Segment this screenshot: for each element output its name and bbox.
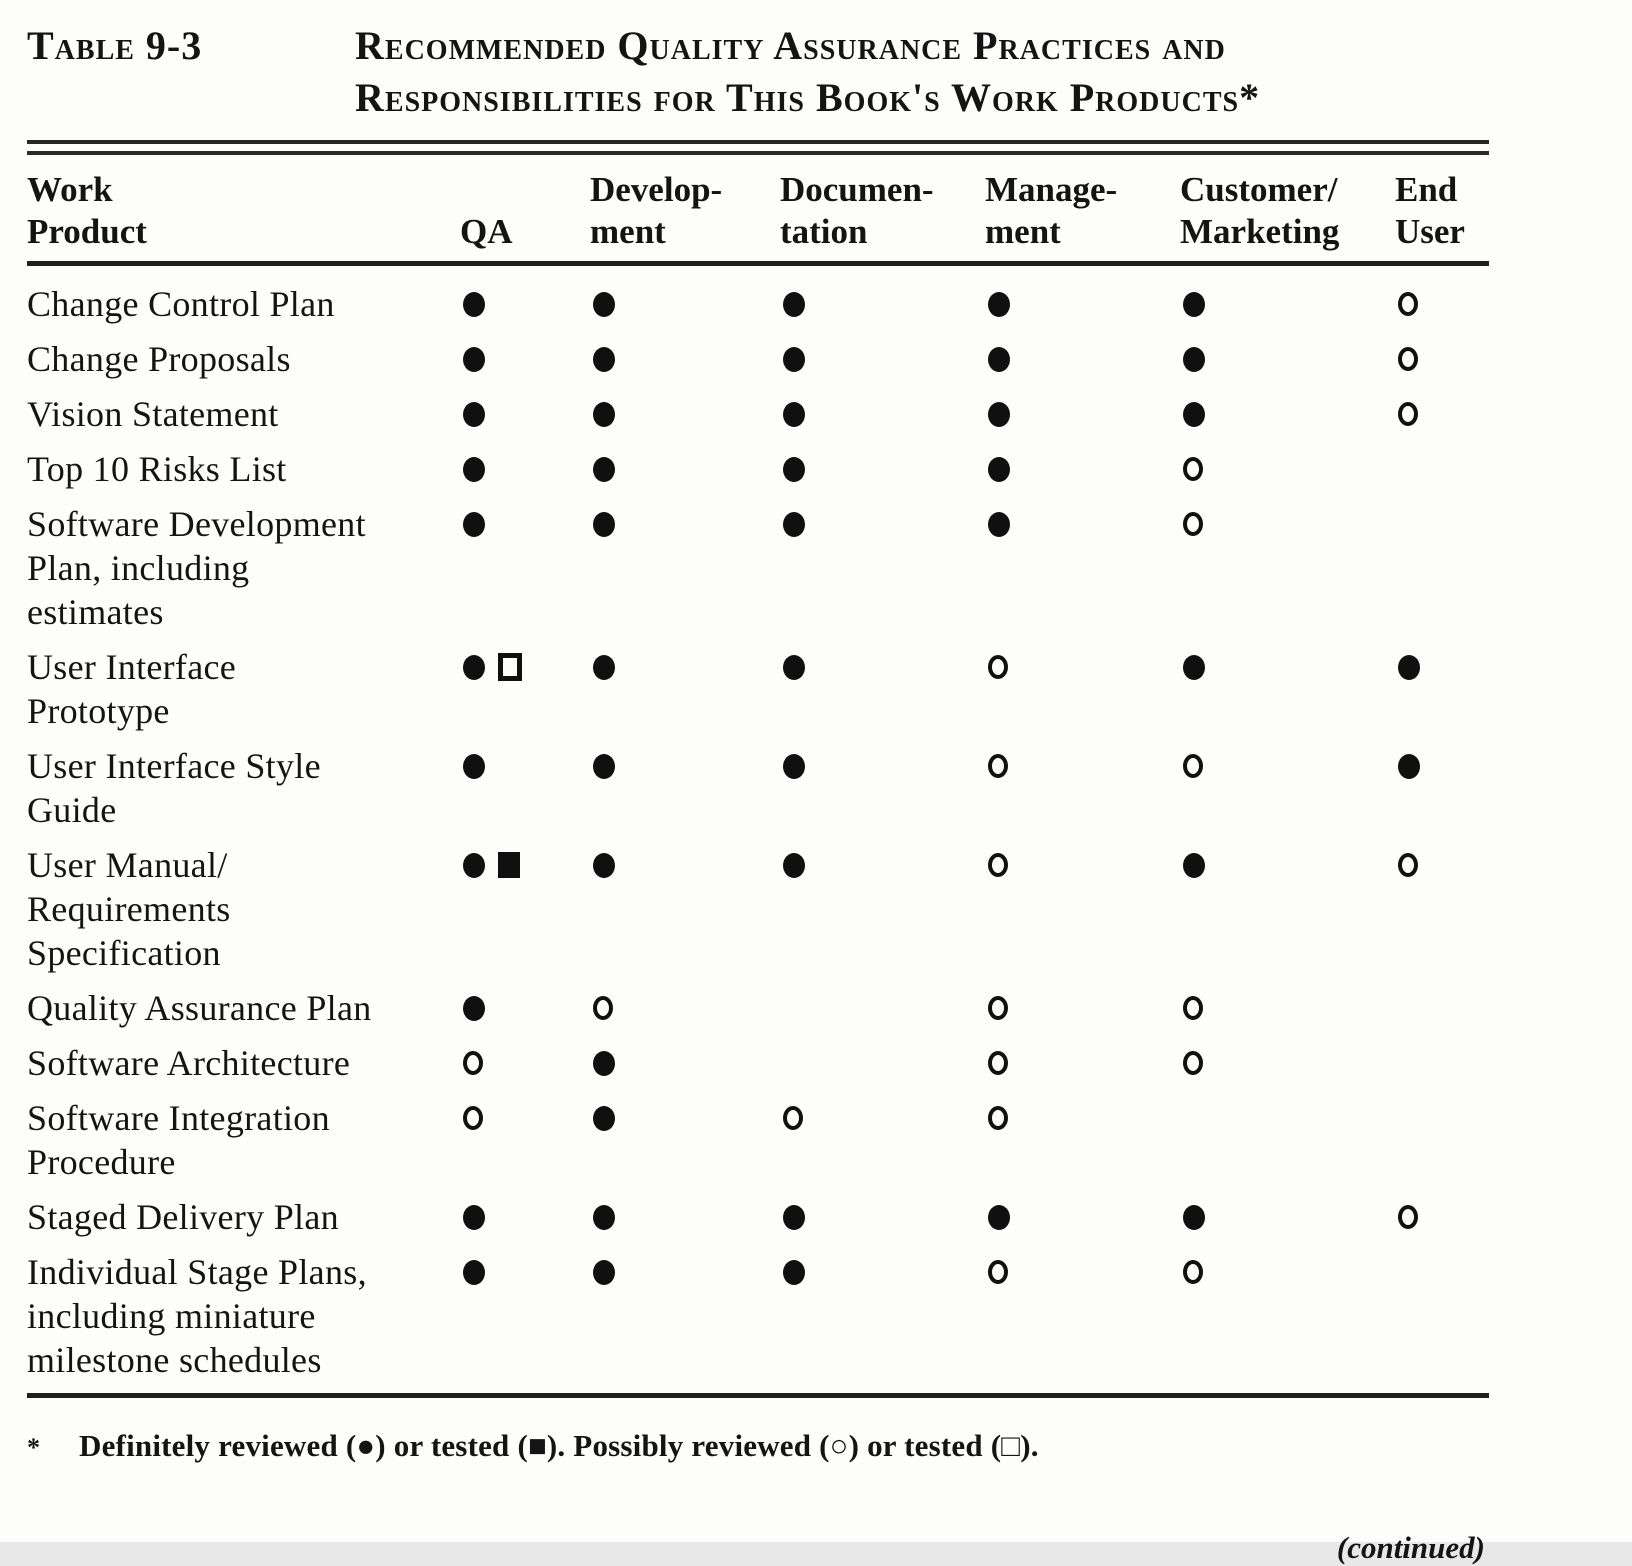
end-user-cell xyxy=(1385,645,1489,689)
end-user-cell xyxy=(1385,1195,1489,1239)
filled-circle-icon xyxy=(1183,1205,1205,1230)
open-circle-icon xyxy=(1398,402,1418,426)
open-circle-icon xyxy=(988,996,1008,1020)
work-product-cell xyxy=(27,1041,450,1085)
column-header-line: Manage- xyxy=(985,170,1118,209)
management-cell xyxy=(975,1041,1170,1085)
table-row xyxy=(27,282,1489,326)
work-product-label: Specification xyxy=(27,933,221,973)
documentation-cell xyxy=(770,1250,975,1294)
table-row xyxy=(27,744,1489,832)
filled-circle-icon xyxy=(988,347,1010,372)
column-header-work-product xyxy=(27,169,450,253)
filled-circle-icon xyxy=(988,457,1010,482)
customer-marketing-cell xyxy=(1170,447,1385,491)
filled-circle-icon xyxy=(1183,292,1205,317)
column-header-documentation xyxy=(770,169,975,253)
customer-marketing-cell xyxy=(1170,282,1385,326)
documentation-cell xyxy=(770,1041,975,1085)
filled-circle-icon xyxy=(463,754,485,779)
development-cell xyxy=(580,1041,770,1085)
top-double-rule xyxy=(27,140,1489,155)
development-cell xyxy=(580,1250,770,1294)
work-product-label: Vision Statement xyxy=(27,394,279,434)
filled-circle-icon xyxy=(463,655,485,680)
open-circle-icon xyxy=(783,1106,803,1130)
management-cell xyxy=(975,392,1170,436)
table-row xyxy=(27,337,1489,381)
filled-circle-icon xyxy=(783,347,805,372)
column-header-line: ment xyxy=(985,212,1061,251)
open-circle-icon xyxy=(1183,457,1203,481)
footnote xyxy=(27,1426,1489,1468)
management-cell xyxy=(975,1250,1170,1294)
filled-circle-icon xyxy=(783,754,805,779)
qa-cell xyxy=(450,337,580,381)
filled-circle-icon xyxy=(593,402,615,427)
end-user-cell xyxy=(1385,1041,1489,1085)
open-circle-icon xyxy=(1183,754,1203,778)
qa-cell xyxy=(450,282,580,326)
work-product-label: User Interface Style xyxy=(27,746,321,786)
work-product-label: Software Integration xyxy=(27,1098,330,1138)
end-user-cell xyxy=(1385,337,1489,381)
work-product-label: Plan, including xyxy=(27,548,250,588)
work-product-cell xyxy=(27,843,450,975)
customer-marketing-cell xyxy=(1170,502,1385,546)
column-header-line: QA xyxy=(460,212,513,251)
development-cell xyxy=(580,843,770,887)
filled-circle-icon xyxy=(463,457,485,482)
open-circle-icon xyxy=(463,1051,483,1075)
column-header-line: Work xyxy=(27,170,113,209)
column-header-line: End xyxy=(1395,170,1458,209)
customer-marketing-cell xyxy=(1170,1041,1385,1085)
work-product-label: estimates xyxy=(27,592,164,632)
management-cell xyxy=(975,447,1170,491)
documentation-cell xyxy=(770,502,975,546)
end-user-cell xyxy=(1385,502,1489,546)
open-circle-icon xyxy=(988,1106,1008,1130)
end-user-cell xyxy=(1385,744,1489,788)
table-body xyxy=(27,282,1489,1382)
filled-circle-icon xyxy=(783,402,805,427)
customer-marketing-cell xyxy=(1170,843,1385,887)
title-block xyxy=(27,20,1489,124)
management-cell xyxy=(975,337,1170,381)
filled-circle-icon xyxy=(593,512,615,537)
work-product-label: User Interface xyxy=(27,647,237,687)
work-product-label: Individual Stage Plans, xyxy=(27,1252,367,1292)
table-row xyxy=(27,502,1489,634)
end-user-cell xyxy=(1385,1096,1489,1140)
filled-circle-icon xyxy=(783,1205,805,1230)
table-title-line-2: Responsibilities for This Book's Work Products* xyxy=(355,75,1261,120)
open-circle-icon xyxy=(463,1106,483,1130)
column-header-line: Marketing xyxy=(1180,212,1340,251)
table-row xyxy=(27,645,1489,733)
development-cell xyxy=(580,986,770,1030)
development-cell xyxy=(580,1096,770,1140)
filled-circle-icon xyxy=(463,512,485,537)
customer-marketing-cell xyxy=(1170,1096,1385,1140)
table-row xyxy=(27,392,1489,436)
filled-circle-icon xyxy=(463,347,485,372)
qa-cell xyxy=(450,986,580,1030)
filled-circle-icon xyxy=(1398,655,1420,680)
work-product-label: Staged Delivery Plan xyxy=(27,1197,339,1237)
end-user-cell xyxy=(1385,447,1489,491)
filled-square-icon xyxy=(498,852,520,878)
documentation-cell xyxy=(770,392,975,436)
filled-circle-icon xyxy=(463,292,485,317)
qa-cell xyxy=(450,843,580,887)
filled-circle-icon xyxy=(463,1260,485,1285)
filled-circle-icon xyxy=(783,457,805,482)
column-header-line: Customer/ xyxy=(1180,170,1338,209)
column-header-management xyxy=(975,169,1170,253)
development-cell xyxy=(580,502,770,546)
management-cell xyxy=(975,502,1170,546)
table-header-row xyxy=(27,155,1489,261)
open-circle-icon xyxy=(593,996,613,1020)
filled-circle-icon xyxy=(463,1205,485,1230)
filled-circle-icon xyxy=(1183,655,1205,680)
development-cell xyxy=(580,645,770,689)
bottom-rule xyxy=(27,1393,1489,1398)
table-title-line-1: Recommended Quality Assurance Practices and xyxy=(355,23,1226,68)
work-product-label: User Manual/ xyxy=(27,845,228,885)
table-sheet xyxy=(27,20,1489,1566)
open-square-icon xyxy=(498,653,522,681)
end-user-cell xyxy=(1385,986,1489,1030)
work-product-label: including miniature xyxy=(27,1296,316,1336)
qa-cell xyxy=(450,744,580,788)
column-header-line: ment xyxy=(590,212,666,251)
table-row xyxy=(27,447,1489,491)
qa-cell xyxy=(450,645,580,689)
filled-circle-icon xyxy=(593,1051,615,1076)
column-header-development xyxy=(580,169,770,253)
work-product-label: Procedure xyxy=(27,1142,176,1182)
table-row xyxy=(27,1250,1489,1382)
customer-marketing-cell xyxy=(1170,1250,1385,1294)
work-product-cell xyxy=(27,1096,450,1184)
filled-circle-icon xyxy=(593,292,615,317)
filled-circle-icon xyxy=(463,996,485,1021)
header-rule xyxy=(27,261,1489,266)
footnote-asterisk: * xyxy=(27,1433,40,1462)
table-row xyxy=(27,1096,1489,1184)
filled-circle-icon xyxy=(593,1205,615,1230)
open-circle-icon xyxy=(1183,1260,1203,1284)
open-circle-icon xyxy=(1183,1051,1203,1075)
open-circle-icon xyxy=(1398,292,1418,316)
column-header-line: Develop- xyxy=(590,170,723,209)
management-cell xyxy=(975,986,1170,1030)
customer-marketing-cell xyxy=(1170,337,1385,381)
qa-cell xyxy=(450,502,580,546)
documentation-cell xyxy=(770,744,975,788)
footnote-text: Definitely reviewed (●) or tested (■). Possibly reviewed (○) or tested (□). xyxy=(79,1428,1039,1463)
table-row xyxy=(27,843,1489,975)
development-cell xyxy=(580,447,770,491)
qa-cell xyxy=(450,392,580,436)
filled-circle-icon xyxy=(463,402,485,427)
work-product-cell xyxy=(27,986,450,1030)
filled-circle-icon xyxy=(593,347,615,372)
filled-circle-icon xyxy=(988,1205,1010,1230)
open-circle-icon xyxy=(1183,512,1203,536)
open-circle-icon xyxy=(988,754,1008,778)
development-cell xyxy=(580,1195,770,1239)
work-product-label: Change Proposals xyxy=(27,339,291,379)
work-product-cell xyxy=(27,447,450,491)
work-product-label: Change Control Plan xyxy=(27,284,335,324)
filled-circle-icon xyxy=(988,512,1010,537)
filled-circle-icon xyxy=(783,512,805,537)
management-cell xyxy=(975,1096,1170,1140)
development-cell xyxy=(580,282,770,326)
management-cell xyxy=(975,1195,1170,1239)
work-product-cell xyxy=(27,502,450,634)
work-product-cell xyxy=(27,1250,450,1382)
open-circle-icon xyxy=(1398,347,1418,371)
documentation-cell xyxy=(770,337,975,381)
documentation-cell xyxy=(770,282,975,326)
end-user-cell xyxy=(1385,282,1489,326)
open-circle-icon xyxy=(988,853,1008,877)
work-product-cell xyxy=(27,744,450,832)
filled-circle-icon xyxy=(1398,754,1420,779)
management-cell xyxy=(975,282,1170,326)
customer-marketing-cell xyxy=(1170,1195,1385,1239)
documentation-cell xyxy=(770,645,975,689)
work-product-label: Software Development xyxy=(27,504,366,544)
work-product-label: Prototype xyxy=(27,691,170,731)
work-product-label: Software Architecture xyxy=(27,1043,351,1083)
development-cell xyxy=(580,392,770,436)
table-row xyxy=(27,1041,1489,1085)
filled-circle-icon xyxy=(1183,853,1205,878)
qa-cell xyxy=(450,1096,580,1140)
filled-circle-icon xyxy=(783,1260,805,1285)
filled-circle-icon xyxy=(593,457,615,482)
development-cell xyxy=(580,744,770,788)
filled-circle-icon xyxy=(593,754,615,779)
work-product-label: Guide xyxy=(27,790,117,830)
work-product-cell xyxy=(27,282,450,326)
qa-cell xyxy=(450,1041,580,1085)
filled-circle-icon xyxy=(1183,402,1205,427)
work-product-label: Quality Assurance Plan xyxy=(27,988,372,1028)
table-title xyxy=(355,20,1260,124)
filled-circle-icon xyxy=(783,655,805,680)
column-header-customer-marketing xyxy=(1170,169,1385,253)
work-product-cell xyxy=(27,337,450,381)
column-header-end-user xyxy=(1385,169,1489,253)
filled-circle-icon xyxy=(988,402,1010,427)
work-product-cell xyxy=(27,1195,450,1239)
open-circle-icon xyxy=(1183,996,1203,1020)
management-cell xyxy=(975,645,1170,689)
qa-cell xyxy=(450,1250,580,1294)
work-product-cell xyxy=(27,392,450,436)
documentation-cell xyxy=(770,1195,975,1239)
end-user-cell xyxy=(1385,1250,1489,1294)
management-cell xyxy=(975,744,1170,788)
column-header-line: Documen- xyxy=(780,170,934,209)
work-product-label: Top 10 Risks List xyxy=(27,449,287,489)
customer-marketing-cell xyxy=(1170,645,1385,689)
continued-label: (continued) xyxy=(1336,1530,1485,1565)
open-circle-icon xyxy=(988,1260,1008,1284)
documentation-cell xyxy=(770,447,975,491)
end-user-cell xyxy=(1385,843,1489,887)
column-header-line: User xyxy=(1395,212,1465,251)
qa-cell xyxy=(450,447,580,491)
table-row xyxy=(27,1195,1489,1239)
documentation-cell xyxy=(770,843,975,887)
filled-circle-icon xyxy=(593,853,615,878)
table-number-label: Table 9-3 xyxy=(27,23,203,68)
filled-circle-icon xyxy=(593,1260,615,1285)
work-product-cell xyxy=(27,645,450,733)
filled-circle-icon xyxy=(1183,347,1205,372)
filled-circle-icon xyxy=(593,655,615,680)
table-row xyxy=(27,986,1489,1030)
filled-circle-icon xyxy=(988,292,1010,317)
documentation-cell xyxy=(770,986,975,1030)
development-cell xyxy=(580,337,770,381)
management-cell xyxy=(975,843,1170,887)
filled-circle-icon xyxy=(593,1106,615,1131)
customer-marketing-cell xyxy=(1170,744,1385,788)
open-circle-icon xyxy=(988,1051,1008,1075)
work-product-label: milestone schedules xyxy=(27,1340,322,1380)
column-header-qa xyxy=(450,211,580,253)
qa-cell xyxy=(450,1195,580,1239)
column-header-line: Product xyxy=(27,212,147,251)
filled-circle-icon xyxy=(463,853,485,878)
filled-circle-icon xyxy=(783,853,805,878)
customer-marketing-cell xyxy=(1170,986,1385,1030)
filled-circle-icon xyxy=(783,292,805,317)
customer-marketing-cell xyxy=(1170,392,1385,436)
documentation-cell xyxy=(770,1096,975,1140)
open-circle-icon xyxy=(1398,853,1418,877)
end-user-cell xyxy=(1385,392,1489,436)
column-header-line: tation xyxy=(780,212,868,251)
open-circle-icon xyxy=(1398,1205,1418,1229)
work-product-label: Requirements xyxy=(27,889,231,929)
open-circle-icon xyxy=(988,655,1008,679)
